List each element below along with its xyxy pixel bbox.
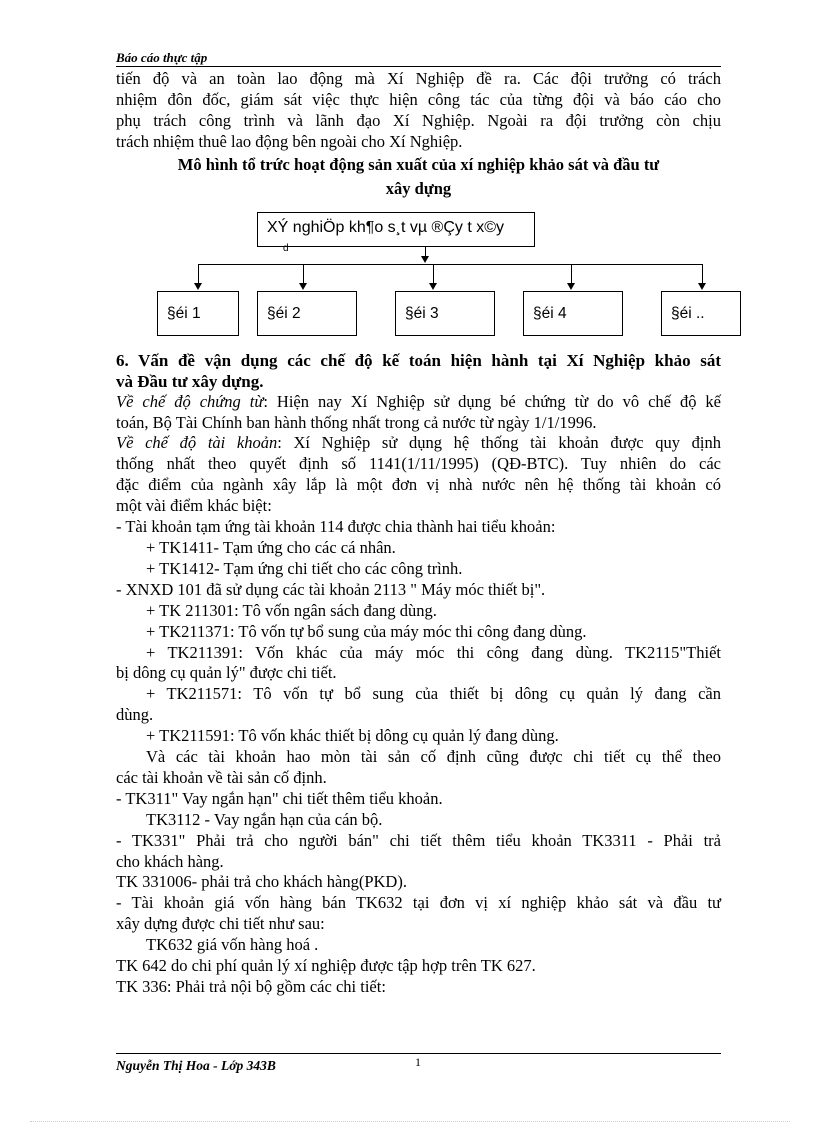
connector-line (433, 264, 434, 284)
list-item: + TK 211301: Tô vốn ngân sách đang dùng. (146, 600, 437, 620)
org-unit-box: §éi 4 (523, 291, 623, 336)
footer-rule (116, 1053, 721, 1054)
list-item: + TK211391: Vốn khác của máy móc thi công đang dùng. TK2115"Thiết (146, 642, 721, 662)
arrow-down-icon (429, 283, 437, 290)
list-item: - Tài khoản tạm ứng tài khoản 114 được chia thành hai tiểu khoản: (116, 517, 556, 537)
list-item: + TK1411- Tạm ứng cho các cá nhân. (146, 537, 396, 557)
list-item: - XNXD 101 đã sử dụng các tài khoản 2113 " Máy móc thiết bị". (116, 579, 546, 599)
list-item: - Tài khoản giá vốn hàng bán TK632 tại đơn vị xí nghiệp khảo sát và đầu tư (116, 893, 721, 913)
org-unit-box: §éi 1 (157, 291, 239, 336)
connector-line (198, 264, 199, 284)
inline-label: Về chế độ tài khoản (116, 433, 278, 453)
paragraph-line (116, 392, 721, 413)
arrow-down-icon (698, 283, 706, 290)
list-item: TK 336: Phải trả nội bộ gồm các chi tiết: (116, 977, 386, 996)
paragraph-line: Và các tài khoản hao mòn tài sản cố định cũng được chi tiết cụ thể theo (146, 747, 721, 767)
paragraph-line (116, 433, 721, 454)
list-item: TK 642 do chi phí quản lý xí nghiệp được tập hợp trên TK 627. (116, 956, 536, 976)
list-item: + TK211571: Tô vốn tự bổ sung của thiết bị dông cụ quản lý đang cần (146, 684, 721, 704)
list-item-cont: cho khách hàng. (116, 851, 224, 871)
paragraph-line: tiến độ và an toàn lao động mà Xí Nghiệp đề ra. Các đội trưởng có trách (116, 69, 721, 88)
connector-line (198, 264, 702, 265)
page-number: 1 (415, 1055, 421, 1069)
section-heading-text: và Đầu tư xây dựng (116, 371, 260, 391)
paragraph-line: các tài khoản về tài sản cố định. (116, 767, 327, 787)
document-body (116, 69, 721, 998)
paragraph-line: toán, Bộ Tài Chính ban hành thống nhất trong cả nước từ ngày 1/1/1996. (116, 412, 597, 432)
list-item: TK632 giá vốn hàng hoá . (146, 935, 319, 955)
list-item-cont: dùng. (116, 705, 154, 725)
list-item: - TK331" Phải trả cho người bán" chi tiết thêm tiểu khoản TK3311 - Phải trả (116, 830, 721, 850)
paragraph-line: trách nhiệm thuê lao động bên ngoài cho Xí Nghiệp. (116, 131, 463, 151)
arrow-down-icon (194, 283, 202, 290)
org-chart-title-cont: xây dựng (385, 178, 452, 198)
list-item-cont: bị dông cụ quản lý" được chi tiết. (116, 663, 337, 683)
org-chart-title: Mô hình tổ trức hoạt động sản xuất của xí nghiệp khảo sát và đầu tư (177, 154, 660, 174)
list-item-cont: xây dựng được chi tiết như sau: (116, 914, 325, 934)
page-bottom-dotted-rule (30, 1121, 790, 1122)
list-item: - TK311" Vay ngắn hạn" chi tiết thêm tiểu khoản. (116, 788, 443, 808)
section-heading-cont (116, 371, 721, 392)
org-root-label: XÝ nghiÖp kh¶o s¸t vµ ®Çy t x©y (267, 218, 505, 236)
org-root-box (257, 212, 535, 254)
list-item: TK3112 - Vay ngắn hạn của cán bộ. (146, 809, 383, 829)
org-root-overflow-text: d (283, 242, 289, 254)
section-heading-period: . (259, 371, 264, 391)
arrow-down-icon (421, 256, 429, 263)
paragraph-line: thống nhất theo quyết định số 1141(1/11/1995) (QĐ-BTC). Tuy nhiên do các (116, 454, 721, 474)
connector-line (303, 264, 304, 284)
section-heading: 6. Vấn đề vận dụng các chế độ kế toán hiện hành tại Xí Nghiệp khảo sát (116, 350, 721, 370)
inline-text: : Hiện nay Xí Nghiệp sử dụng bé chứng từ do vô chế độ kế (263, 391, 721, 411)
running-header: Báo cáo thực tập (116, 50, 208, 65)
footer-author: Nguyễn Thị Hoa - Lớp 343B (116, 1058, 276, 1073)
header-rule (116, 66, 721, 67)
inline-text: : Xí Nghiệp sử dụng hệ thống tài khoản được quy định (277, 433, 721, 453)
org-unit-box: §éi 3 (395, 291, 495, 336)
list-item: + TK211591: Tô vốn khác thiết bị dông cụ quản lý đang dùng. (146, 726, 559, 746)
connector-line (702, 264, 703, 284)
list-item: + TK211371: Tô vốn tự bổ sung của máy móc thi công đang dùng. (146, 621, 587, 641)
org-unit-box: §éi 2 (257, 291, 357, 336)
arrow-down-icon (567, 283, 575, 290)
org-unit-box: §éi .. (661, 291, 741, 336)
paragraph-line: phụ trách công trình và lãnh đạo Xí Nghiệp. Ngoài ra đội trưởng còn chịu (116, 110, 721, 130)
inline-label: Về chế độ chứng từ (116, 391, 264, 411)
org-chart (116, 204, 721, 350)
paragraph-line: nhiệm đôn đốc, giám sát việc thực hiện công tác của từng đội và báo cáo cho (116, 89, 721, 109)
list-item: + TK1412- Tạm ứng chi tiết cho các công trình. (146, 558, 463, 578)
paragraph-line: đặc điểm của ngành xây lắp là một đơn vị nhà nước nên hệ thống tài khoản có (116, 475, 721, 495)
list-item: TK 331006- phải trả cho khách hàng(PKD). (116, 872, 407, 892)
arrow-down-icon (299, 283, 307, 290)
paragraph-line: một vài điểm khác biệt: (116, 496, 272, 516)
connector-line (571, 264, 572, 284)
